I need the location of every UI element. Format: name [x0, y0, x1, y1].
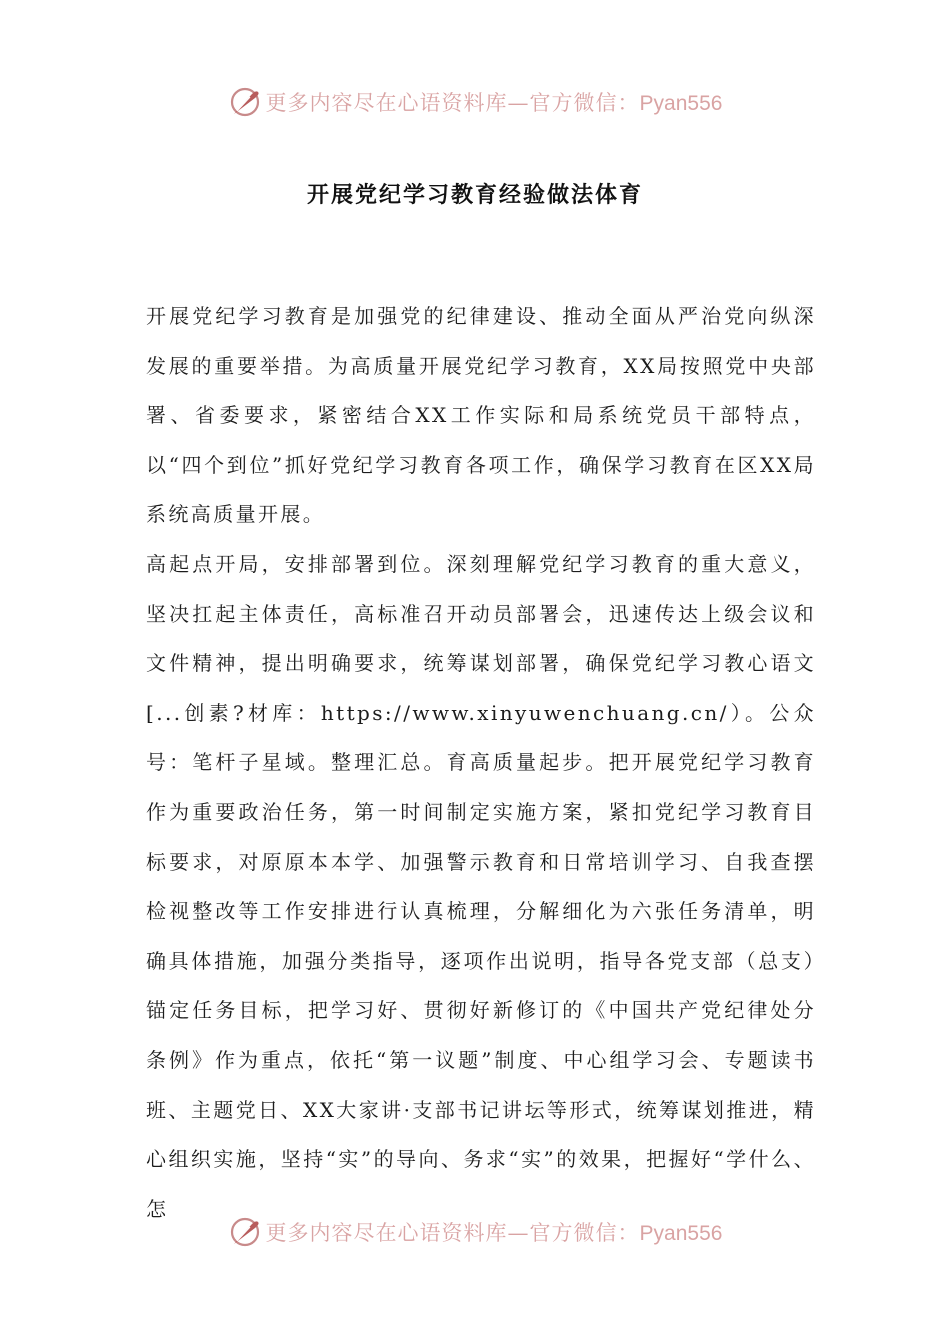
- document-body: [146, 292, 816, 1234]
- header-watermark: [0, 82, 950, 122]
- paragraph-section-1: 高起点开局，安排部署到位。深刻理解党纪学习教育的重大意义，坚决扛起主体责任，高标准召开动员部署会，迅速传达上级会议和文件精神，提出明确要求，统筹谋划部署，确保党纪学习教心语文[...创素?材库：https://www.xinyuwenchuang.cn/）。公众号：笔杆子星域。整理汇总。育高质量起步。把开展党纪学习教育作为重要政治任务，第一时间制定实施方案，紧扣党纪学习教育目标要求，对原原本本学、加强警示教育和日常培训学习、自我查摆检视整改等工作安排进行认真梳理，分解细化为六张任务清单，明确具体措施，加强分类指导，逐项作出说明，指导各党支部（总支）锚定任务目标，把学习好、贯彻好新修订的《中国共产党纪律处分条例》作为重点，依托“第一议题”制度、中心组学习会、专题读书班、主题党日、XX大家讲·支部书记讲坛等形式，统筹谋划推进，精心组织实施，坚持“实”的导向、务求“实”的效果，把握好“学什么、怎: [146, 551, 816, 1221]
- quill-pen-circle-icon: [228, 85, 262, 119]
- paragraph-intro: 开展党纪学习教育是加强党的纪律建设、推动全面从严治党向纵深发展的重要举措。为高质量开展党纪学习教育，XX局按照党中央部署、省委要求，紧密结合XX工作实际和局系统党员干部特点，以“四个到位”抓好党纪学习教育各项工作，确保学习教育在区XX局系统高质量开展。: [146, 304, 816, 527]
- quill-pen-circle-icon: [228, 1215, 262, 1249]
- footer-watermark: [0, 1212, 950, 1252]
- watermark-text: 更多内容尽在心语资料库—官方微信：Pyan556: [265, 91, 723, 115]
- document-title: 开展党纪学习教育经验做法体育: [306, 183, 643, 208]
- watermark-text: 更多内容尽在心语资料库—官方微信：Pyan556: [265, 1221, 723, 1245]
- watermark-handle: Pyan556: [639, 1222, 723, 1245]
- watermark-handle: Pyan556: [639, 92, 723, 115]
